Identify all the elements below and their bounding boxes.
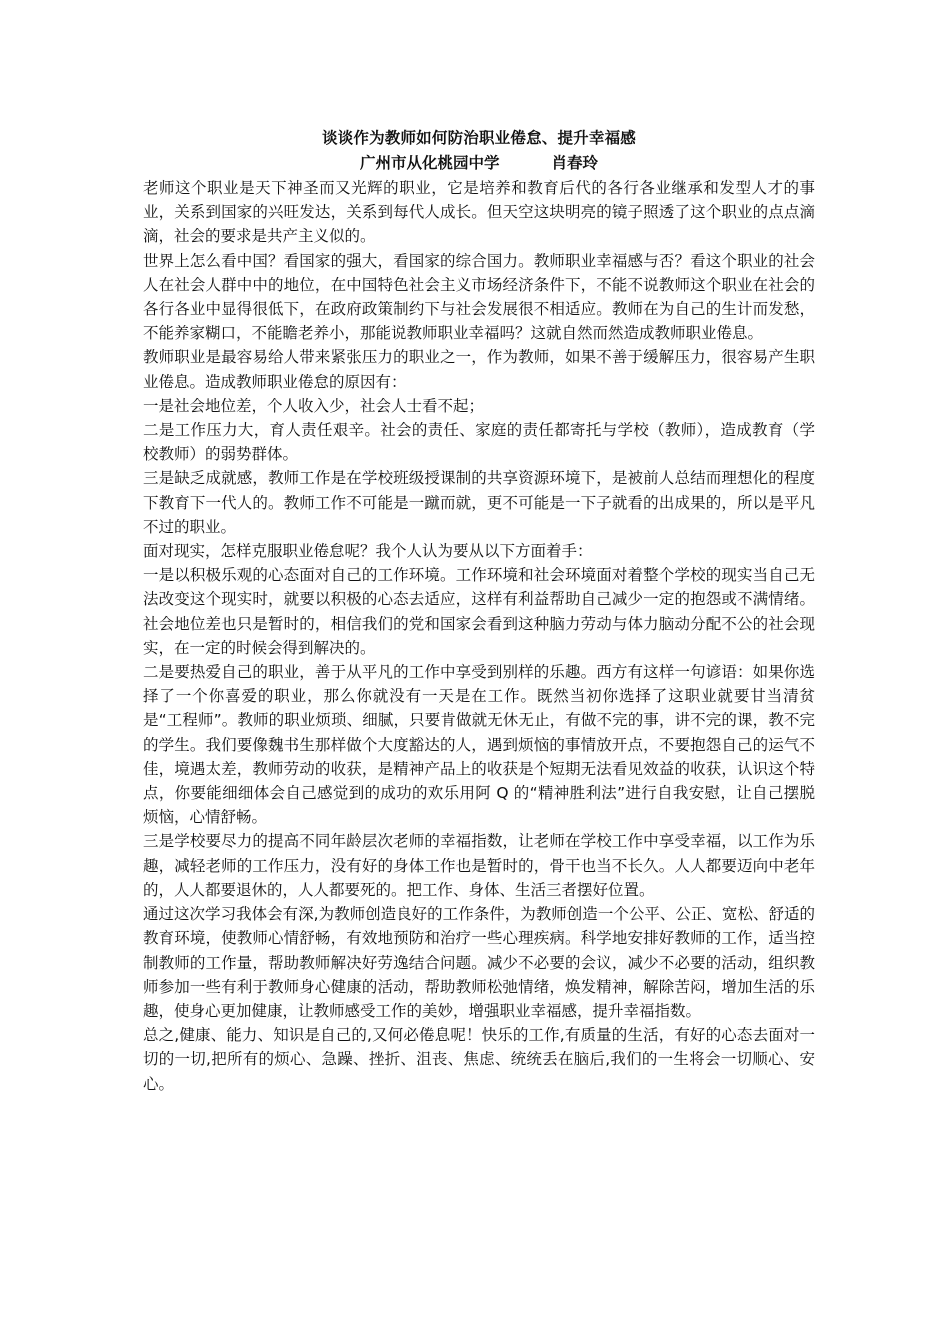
document-page <box>143 126 815 1096</box>
paragraph-9: 二是要热爱自己的职业，善于从平凡的工作中享受到别样的乐趣。西方有这样一句谚语：如果你选择了一个你喜爱的职业，那么你就没有一天是在工作。既然当初你选择了这职业就要甘当清贫是“工程师”。教师的职业烦琐、细腻，只要肯做就无休无止，有做不完的事，讲不完的课，教不完的学生。我们要像魏书生那样做个大度豁达的人，遇到烦恼的事情放开点，不要抱怨自己的运气不佳，境遇太差，教师劳动的收获，是精神产品上的收获是个短期无法看见效益的收获，认识这个特点，你要能细细体会自己感觉到的成功的欢乐用阿 Q 的“精神胜利法”进行自我安慰，让自己摆脱烦恼，心情舒畅。 <box>143 663 815 827</box>
paragraph-2: 世界上怎么看中国？看国家的强大，看国家的综合国力。教师职业幸福感与否？看这个职业的社会人在社会人群中中的地位，在中国特色社会主义市场经济条件下，不能不说教师这个职业在社会的各行各业中显得很低下，在政府政策制约下与社会发展很不相适应。教师在为自己的生计而发愁，不能养家糊口，不能瞻老养小，那能说教师职业幸福吗？这就自然而然造成教师职业倦息。 <box>143 251 815 343</box>
paragraph-8: 一是以积极乐观的心态面对自己的工作环境。工作环境和社会环境面对着整个学校的现实当自己无法改变这个现实时，就要以积极的心态去适应，这样有利益帮助自己减少一定的抱怨或不满情绪。社会地位差也只是暂时的，相信我们的党和国家会看到这种脑力劳动与体力脑动分配不公的社会现实，在一定的时候会得到解决的。 <box>143 566 815 657</box>
paragraph-1: 老师这个职业是天下神圣而又光辉的职业，它是培养和教育后代的各行各业继承和发型人才的事业，关系到国家的兴旺发达，关系到每代人成长。但天空这块明亮的镜子照透了这个职业的点点滴滴，社会的要求是共产主义似的。 <box>143 179 815 246</box>
document-title: 谈谈作为教师如何防治职业倦怠、提升幸福感 <box>321 129 636 147</box>
paragraph-11: 通过这次学习我体会有深,为教师创造良好的工作条件，为教师创造一个公平、公正、宽松、舒适的教育环境，使教师心情舒畅，有效地预防和治疗一些心理疾病。科学地安排好教师的工作，适当控制教师的工作量，帮助教师解决好劳逸结合问题。减少不必要的会议，减少不必要的活动，组织教师参加一些有利于教师身心健康的活动，帮助教师松弛情绪，焕发精神，解除苦闷，增加生活的乐趣，使身心更加健康，让教师感受工作的美妙，增强职业幸福感，提升幸福指数。 <box>143 905 815 1020</box>
paragraph-3: 教师职业是最容易给人带来紧张压力的职业之一，作为教师，如果不善于缓解压力，很容易产生职业倦息。造成教师职业倦怠的原因有： <box>143 348 815 391</box>
document-body <box>143 176 815 1096</box>
paragraph-7: 面对现实，怎样克服职业倦怠呢？我个人认为要从以下方面着手： <box>143 542 593 561</box>
paragraph-5: 二是工作压力大，育人责任艰辛。社会的责任、家庭的责任都寄托与学校（教师），造成教育（学校教师）的弱势群体。 <box>143 421 815 464</box>
paragraph-12: 总之,健康、能力、知识是自己的,又何必倦息呢！快乐的工作,有质量的生活，有好的心态去面对一切的一切,把所有的烦心、急躁、挫折、沮丧、焦虑、统统丢在脑后,我们的一生将会一切顺心、安心。 <box>143 1026 815 1093</box>
paragraph-4: 一是社会地位差，个人收入少，社会人士看不起； <box>143 396 485 415</box>
paragraph-10: 三是学校要尽力的提高不同年龄层次老师的幸福指数，让老师在学校工作中享受幸福，以工作为乐趣，减轻老师的工作压力，没有好的身体工作也是暂时的，骨干也当不长久。人人都要迈向中老年的，人人都要退休的，人人都要死的。把工作、身体、生活三者摆好位置。 <box>143 832 815 899</box>
paragraph-6: 三是缺乏成就感，教师工作是在学校班级授课制的共享资源环境下，是被前人总结而理想化的程度下教育下一代人的。教师工作不可能是一蹴而就，更不可能是一下子就看的出成果的，所以是平凡不过的职业。 <box>143 469 815 536</box>
school-name: 广州市从化桃园中学 <box>359 154 500 172</box>
document-byline <box>143 151 815 176</box>
author-name: 肖春玲 <box>551 154 599 172</box>
